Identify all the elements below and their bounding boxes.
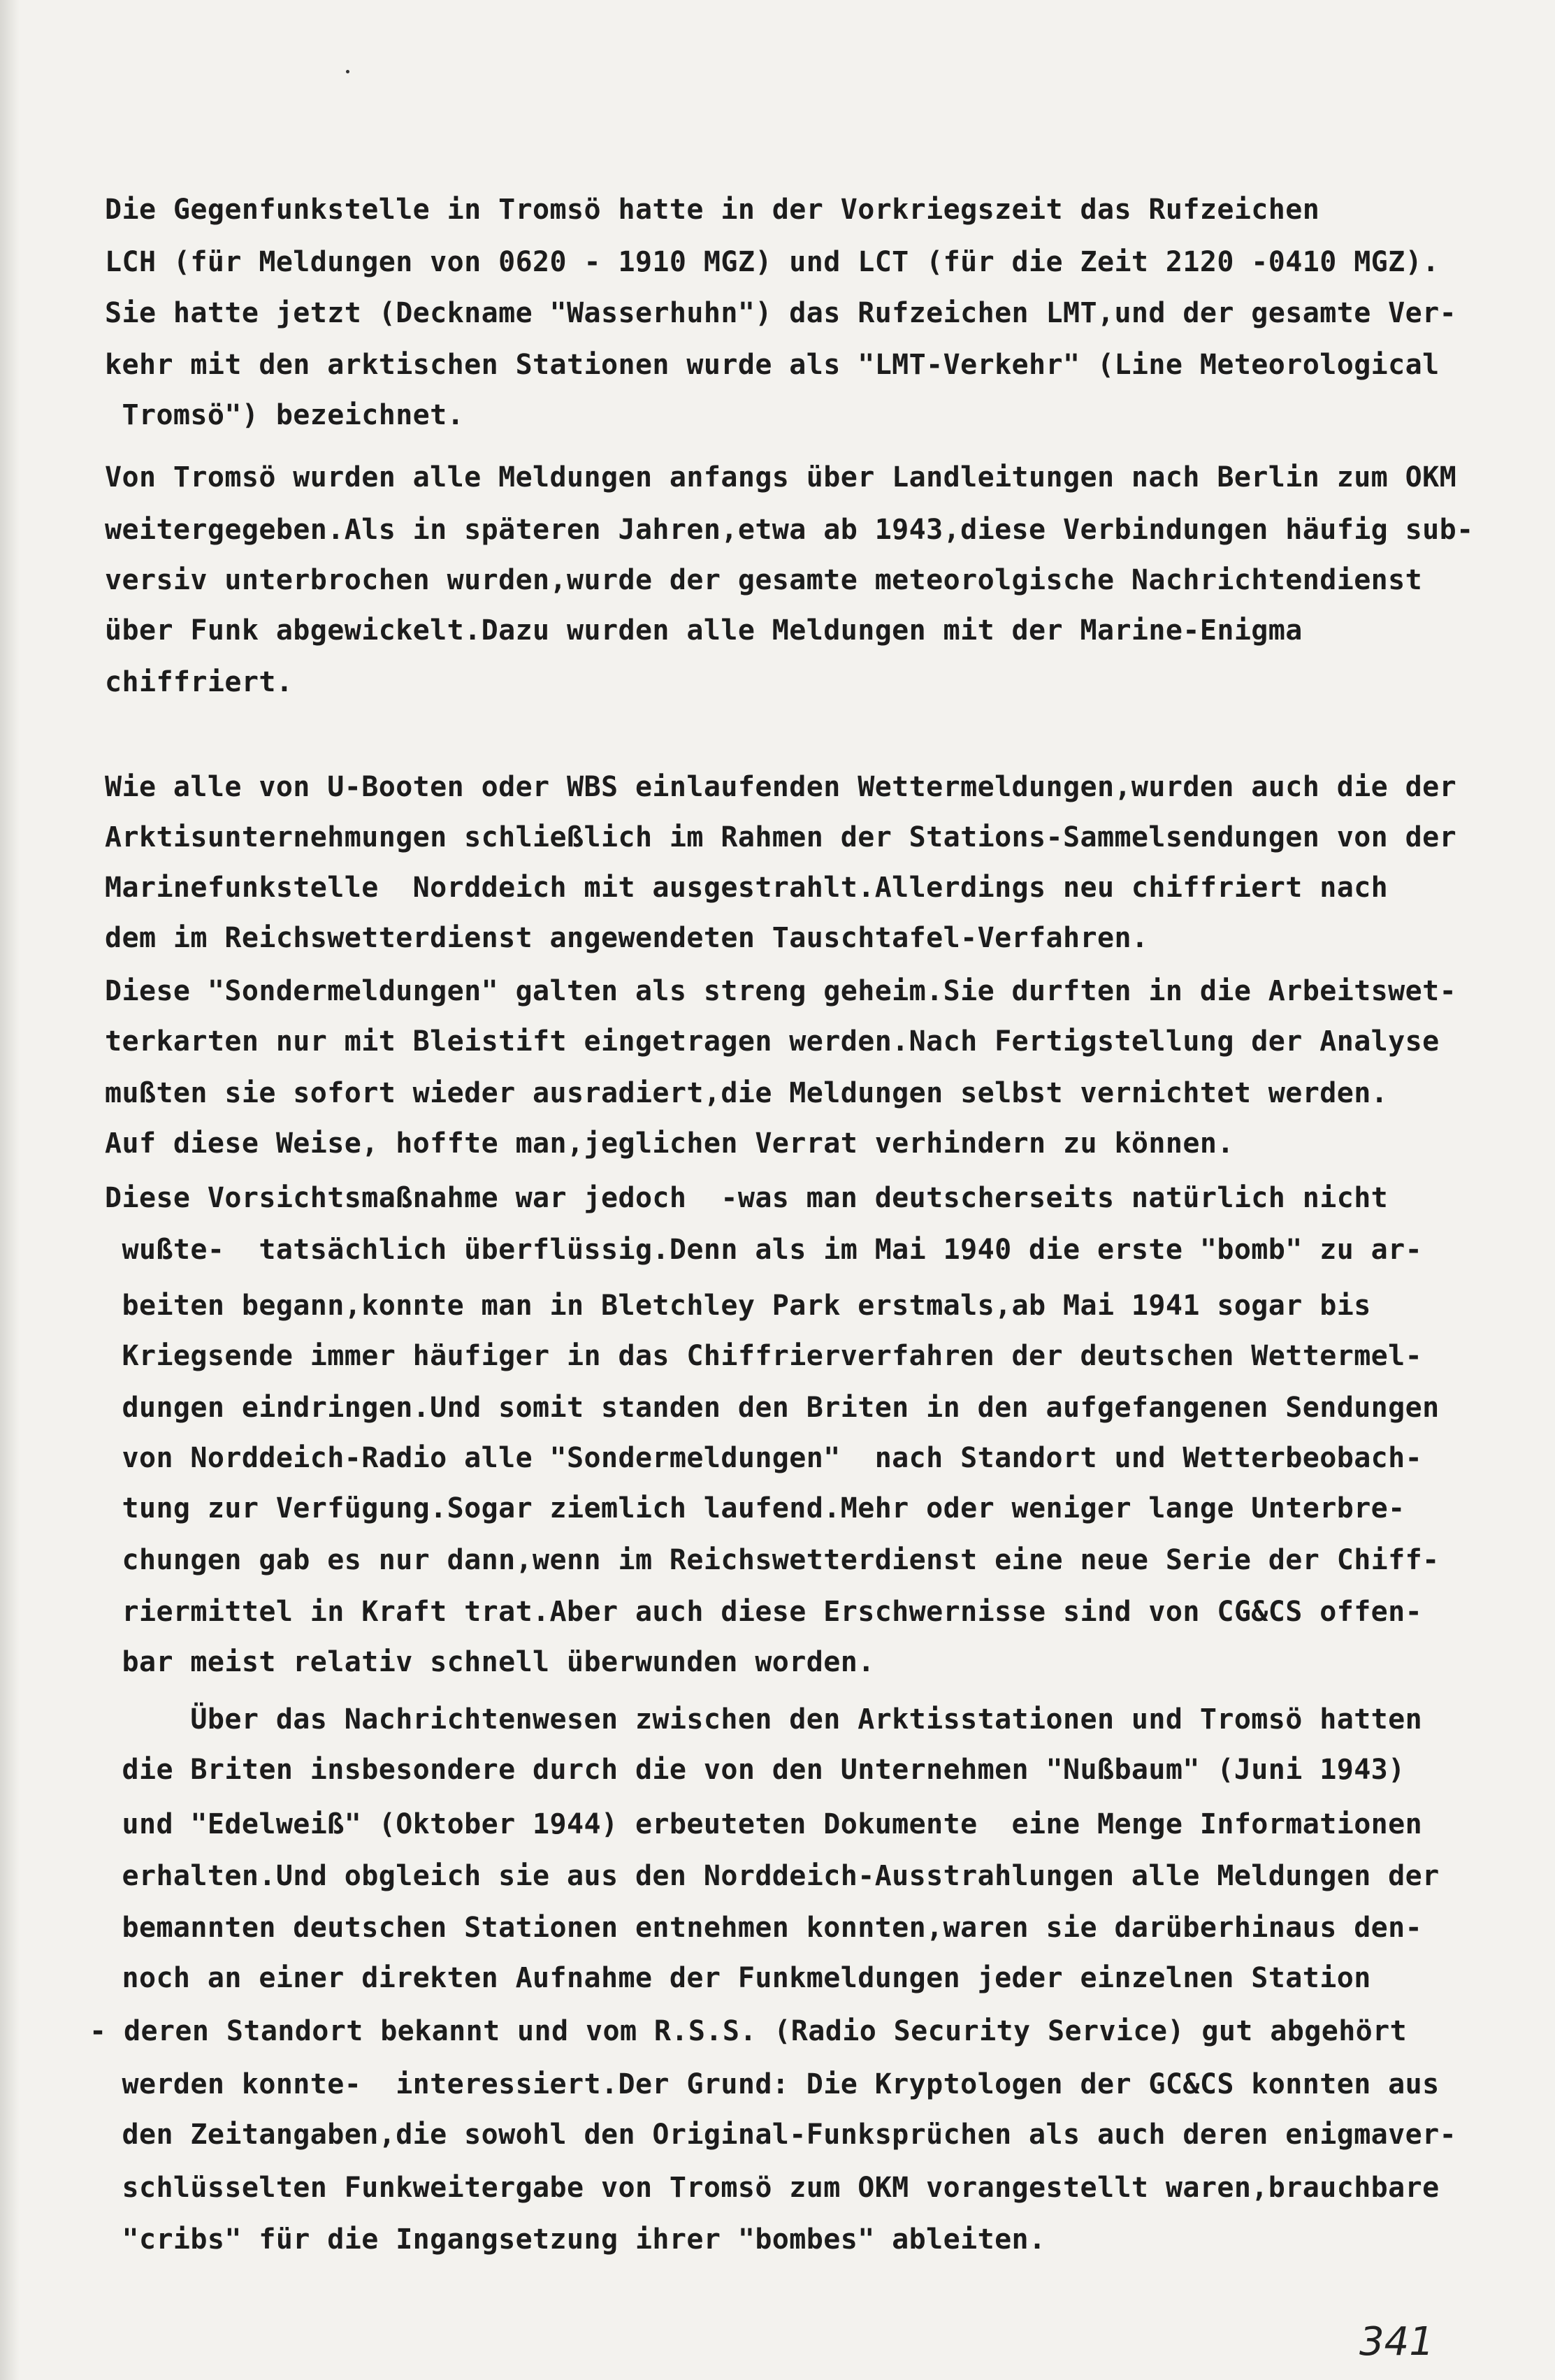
text-line: weitergegeben.Als in späteren Jahren,etwa ab 1943,diese Verbindungen häufig sub- bbox=[105, 514, 1474, 546]
text-line: dungen eindringen.Und somit standen den Briten in den aufgefangenen Sendungen bbox=[105, 1392, 1440, 1424]
text-line: Von Tromsö wurden alle Meldungen anfangs über Landleitungen nach Berlin zum OKM bbox=[105, 461, 1457, 493]
text-line: wußte- tatsächlich überflüssig.Denn als im Mai 1940 die erste "bomb" zu ar- bbox=[105, 1234, 1423, 1266]
text-line: erhalten.Und obgleich sie aus den Norddeich-Ausstrahlungen alle Meldungen der bbox=[105, 1860, 1440, 1892]
text-line: Über das Nachrichtenwesen zwischen den Arktisstationen und Tromsö hatten bbox=[105, 1703, 1423, 1736]
text-line: Tromsö") bezeichnet. bbox=[105, 399, 465, 431]
page-edge-shadow bbox=[0, 0, 20, 2380]
text-line: - deren Standort bekannt und vom R.S.S. (Radio Security Service) gut abgehört bbox=[89, 2015, 1408, 2047]
text-line: Kriegsende immer häufiger in das Chiffrierverfahren der deutschen Wettermel- bbox=[105, 1340, 1423, 1372]
text-line: werden konnte- interessiert.Der Grund: Die Kryptologen der GC&CS konnten aus bbox=[105, 2068, 1440, 2100]
text-line: tung zur Verfügung.Sogar ziemlich laufend.Mehr oder weniger lange Unterbre- bbox=[105, 1492, 1405, 1524]
text-line: Diese Vorsichtsmaßnahme war jedoch -was man deutscherseits natürlich nicht bbox=[105, 1182, 1389, 1214]
text-line: Sie hatte jetzt (Deckname "Wasserhuhn") das Rufzeichen LMT,und der gesamte Ver- bbox=[105, 297, 1457, 329]
text-line: über Funk abgewickelt.Dazu wurden alle Meldungen mit der Marine-Enigma bbox=[105, 614, 1303, 647]
text-line: Die Gegenfunkstelle in Tromsö hatte in der Vorkriegszeit das Rufzeichen bbox=[105, 194, 1320, 226]
text-line: schlüsselten Funkweitergabe von Tromsö zum OKM vorangestellt waren,brauchbare bbox=[105, 2172, 1440, 2204]
text-line: bar meist relativ schnell überwunden worden. bbox=[105, 1646, 875, 1678]
page-number: 341 bbox=[1359, 2319, 1434, 2365]
text-line: Wie alle von U-Booten oder WBS einlaufenden Wettermeldungen,wurden auch die der bbox=[105, 771, 1457, 803]
text-line: mußten sie sofort wieder ausradiert,die Meldungen selbst vernichtet werden. bbox=[105, 1077, 1389, 1109]
text-line: chiffriert. bbox=[105, 666, 294, 698]
text-line: dem im Reichswetterdienst angewendeten Tauschtafel-Verfahren. bbox=[105, 922, 1149, 954]
text-line: beiten begann,konnte man in Bletchley Park erstmals,ab Mai 1941 sogar bis bbox=[105, 1290, 1371, 1322]
text-line: kehr mit den arktischen Stationen wurde als "LMT-Verkehr" (Line Meteorological bbox=[105, 349, 1440, 381]
text-line: "cribs" für die Ingangsetzung ihrer "bombes" ableiten. bbox=[105, 2223, 1046, 2256]
text-line: von Norddeich-Radio alle "Sondermeldungen" nach Standort und Wetterbeobach- bbox=[105, 1442, 1423, 1474]
text-line: riermittel in Kraft trat.Aber auch diese Erschwernisse sind von CG&CS offen- bbox=[105, 1596, 1423, 1628]
text-line: bemannten deutschen Stationen entnehmen konnten,waren sie darüberhinaus den- bbox=[105, 1912, 1423, 1944]
margin-speck bbox=[346, 70, 349, 73]
text-line: Auf diese Weise, hoffte man,jeglichen Verrat verhindern zu können. bbox=[105, 1127, 1234, 1160]
text-line: noch an einer direkten Aufnahme der Funkmeldungen jeder einzelnen Station bbox=[105, 1962, 1371, 1994]
text-line: Marinefunkstelle Norddeich mit ausgestrahlt.Allerdings neu chiffriert nach bbox=[105, 872, 1389, 904]
text-line: chungen gab es nur dann,wenn im Reichswetterdienst eine neue Serie der Chiff- bbox=[105, 1544, 1440, 1576]
text-line: den Zeitangaben,die sowohl den Original-Funksprüchen als auch deren enigmaver- bbox=[105, 2119, 1457, 2151]
text-line: Arktisunternehmungen schließlich im Rahmen der Stations-Sammelsendungen von der bbox=[105, 821, 1457, 853]
text-line: Diese "Sondermeldungen" galten als streng geheim.Sie durften in die Arbeitswet- bbox=[105, 975, 1457, 1007]
text-line: versiv unterbrochen wurden,wurde der gesamte meteorolgische Nachrichtendienst bbox=[105, 564, 1423, 596]
text-line: und "Edelweiß" (Oktober 1944) erbeuteten Dokumente eine Menge Informationen bbox=[105, 1808, 1423, 1840]
text-line: LCH (für Meldungen von 0620 - 1910 MGZ) und LCT (für die Zeit 2120 -0410 MGZ). bbox=[105, 246, 1440, 278]
text-line: die Briten insbesondere durch die von den Unternehmen "Nußbaum" (Juni 1943) bbox=[105, 1754, 1405, 1786]
text-line: terkarten nur mit Bleistift eingetragen werden.Nach Fertigstellung der Analyse bbox=[105, 1025, 1440, 1058]
